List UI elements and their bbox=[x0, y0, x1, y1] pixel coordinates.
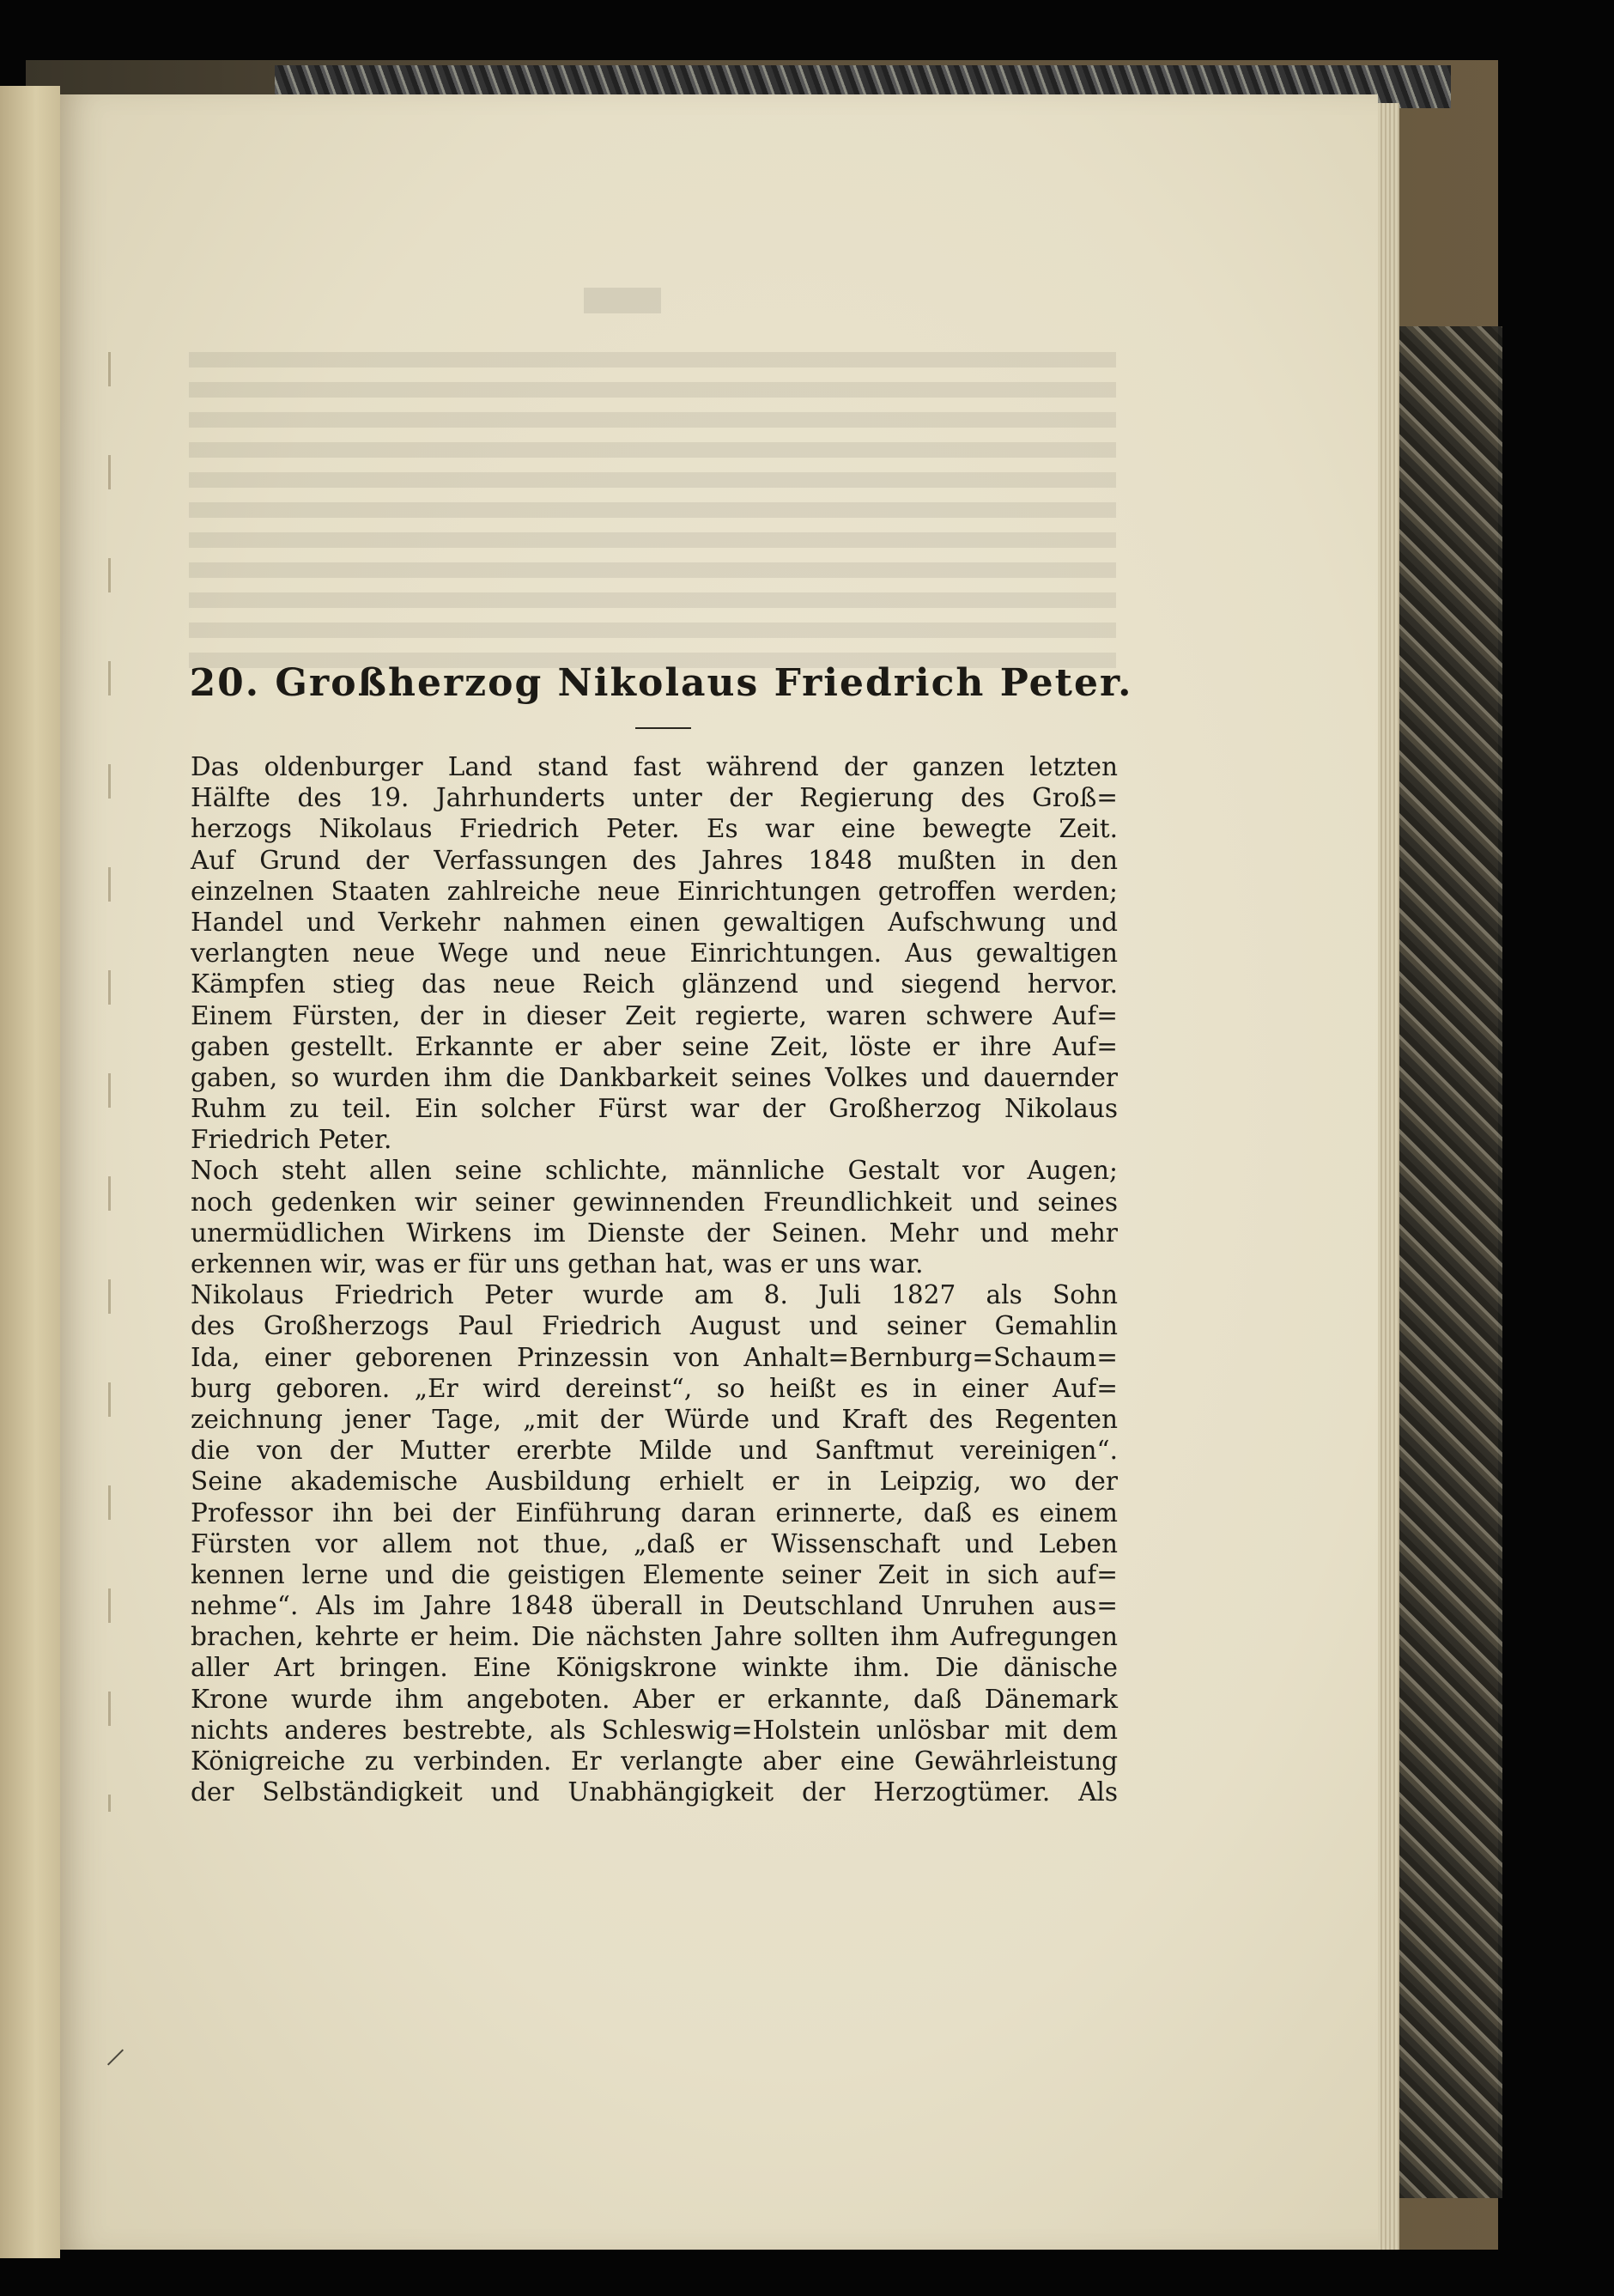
text-line: herzogs Nikolaus Friedrich Peter. Es war eine bewegte Zeit. bbox=[191, 814, 1118, 844]
text-line: Königreiche zu verbinden. Er verlangte aber eine Gewährleistung bbox=[191, 1746, 1118, 1776]
show-through-text bbox=[189, 352, 1116, 670]
text-line: Krone wurde ihm angeboten. Aber er erkannte, daß Dänemark bbox=[191, 1684, 1118, 1714]
text-line: Seine akademische Ausbildung erhielt er in Leipzig, wo der bbox=[191, 1467, 1118, 1497]
chapter-heading: 20. Großherzog Nikolaus Friedrich Peter. bbox=[189, 661, 1133, 705]
facing-page-edge bbox=[0, 86, 60, 2258]
text-line: Das oldenburger Land stand fast während der ganzen letzten bbox=[191, 752, 1118, 781]
text-line: Handel und Verkehr nahmen einen gewaltigen Aufschwung und bbox=[191, 907, 1118, 937]
text-line: die von der Mutter ererbte Milde und Sanftmut vereinigen“. bbox=[191, 1436, 1118, 1466]
text-line: Ruhm zu teil. Ein solcher Fürst war der Großherzog Nikolaus bbox=[191, 1094, 1118, 1124]
text-line: gaben, so wurden ihm die Dankbarkeit seines Volkes und dauernder bbox=[191, 1062, 1118, 1092]
text-line: burg geboren. „Er wird dereinst“, so heißt es in einer Auf= bbox=[191, 1373, 1118, 1403]
text-line: Nikolaus Friedrich Peter wurde am 8. Juli 1827 als Sohn bbox=[191, 1280, 1118, 1310]
text-line: kennen lerne und die geistigen Elemente seiner Zeit in sich auf= bbox=[191, 1559, 1118, 1589]
text-line: nichts anderes bestrebte, als Schleswig=Holstein unlösbar mit dem bbox=[191, 1715, 1118, 1745]
text-line: brachen, kehrte er heim. Die nächsten Jahre sollten ihm Aufregungen bbox=[191, 1622, 1118, 1652]
text-line: gaben gestellt. Erkannte er aber seine Zeit, löste er ihre Auf= bbox=[191, 1031, 1118, 1061]
heading-rule bbox=[635, 727, 691, 729]
text-line: Einem Fürsten, der in dieser Zeit regierte, waren schwere Auf= bbox=[191, 1000, 1118, 1030]
text-line: Noch steht allen seine schlichte, männliche Gestalt vor Augen; bbox=[191, 1156, 1118, 1186]
text-line: Professor ihn bei der Einführung daran erinnerte, daß es einem bbox=[191, 1497, 1118, 1528]
text-line: nehme“. Als im Jahre 1848 überall in Deutschland Unruhen aus= bbox=[191, 1591, 1118, 1621]
text-line: Ida, einer geborenen Prinzessin von Anhalt=Bernburg=Schaum= bbox=[191, 1342, 1118, 1372]
show-through-page-number bbox=[584, 288, 661, 313]
text-line: erkennen wir, was er für uns gethan hat, was er uns war. bbox=[191, 1249, 924, 1279]
text-line: Friedrich Peter. bbox=[191, 1125, 392, 1155]
body-text bbox=[191, 751, 1118, 1807]
text-line: verlangten neue Wege und neue Einrichtungen. Aus gewaltigen bbox=[191, 938, 1118, 969]
text-line: unermüdlichen Wirkens im Dienste der Seinen. Mehr und mehr bbox=[191, 1218, 1118, 1248]
text-line: zeichnung jener Tage, „mit der Würde und Kraft des Regenten bbox=[191, 1404, 1118, 1434]
text-line: einzelnen Staaten zahlreiche neue Einrichtungen getroffen werden; bbox=[191, 876, 1118, 906]
binding-thread bbox=[108, 352, 111, 1812]
text-line: Fürsten vor allem not thue, „daß er Wissenschaft und Leben bbox=[191, 1528, 1118, 1558]
text-line: Hälfte des 19. Jahrhunderts unter der Regierung des Groß= bbox=[191, 783, 1118, 813]
text-line: der Selbständigkeit und Unabhängigkeit der Herzogtümer. Als bbox=[191, 1777, 1118, 1807]
text-line: Kämpfen stieg das neue Reich glänzend und siegend hervor. bbox=[191, 969, 1118, 999]
text-line: aller Art bringen. Eine Königskrone winkte ihm. Die dänische bbox=[191, 1653, 1118, 1683]
text-line: Auf Grund der Verfassungen des Jahres 1848 mußten in den bbox=[191, 845, 1118, 875]
text-line: noch gedenken wir seiner gewinnenden Freundlichkeit und seines bbox=[191, 1187, 1118, 1217]
text-line: des Großherzogs Paul Friedrich August und seiner Gemahlin bbox=[191, 1311, 1118, 1341]
